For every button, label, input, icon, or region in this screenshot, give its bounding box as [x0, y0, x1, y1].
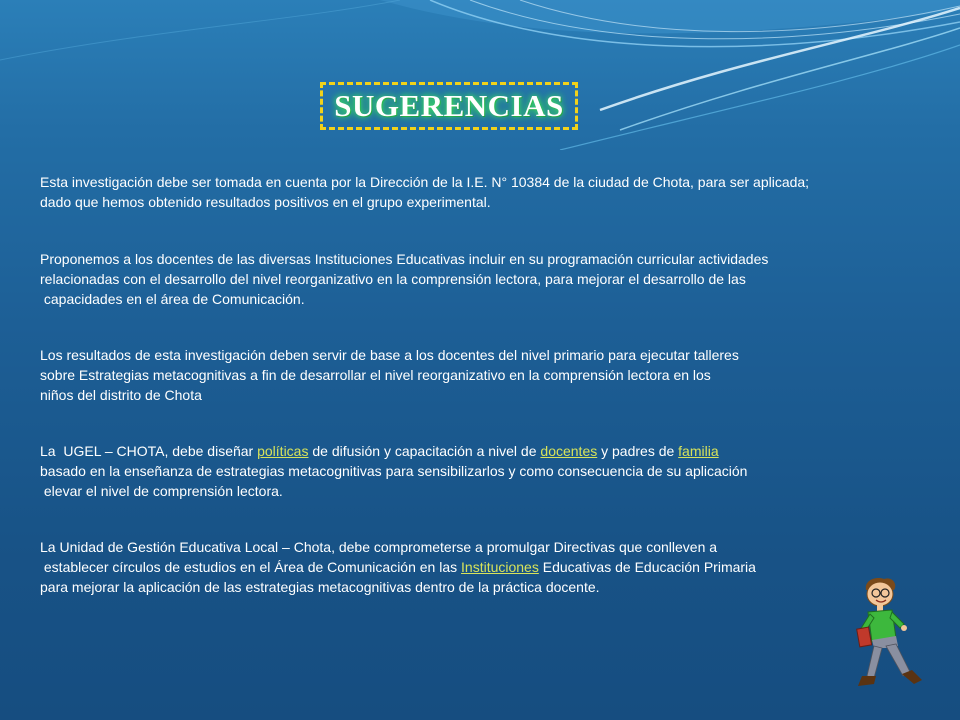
paragraph-line: basado en la enseñanza de estrategias metacognitivas para sensibilizarlos y como consecuencia de su aplicación [40, 463, 748, 479]
paragraph-line [40, 441, 920, 461]
paragraph-line: relacionadas con el desarrollo del nivel reorganizativo en la comprensión lectora, para mejorar el desarrollo de las [40, 271, 746, 287]
paragraph-line: para mejorar la aplicación de las estrategias metacognitivas dentro de la práctica docente. [40, 579, 600, 595]
paragraph-line: niños del distrito de Chota [40, 387, 202, 403]
text-segment: establecer círculos de estudios en el Área de Comunicación en las [40, 559, 462, 575]
paragraph-line: elevar el nivel de comprensión lectora. [40, 483, 283, 499]
paragraph-line: dado que hemos obtenido resultados positivos en el grupo experimental. [40, 194, 491, 210]
text-segment: Educativas de Educación Primaria [538, 559, 756, 575]
suggestion-paragraph-1 [40, 172, 920, 212]
suggestion-paragraph-4 [40, 441, 920, 501]
paragraph-line: capacidades en el área de Comunicación. [40, 291, 305, 307]
walking-student-icon [852, 576, 932, 694]
suggestion-paragraph-3 [40, 345, 920, 405]
text-segment: La UGEL – CHOTA, debe diseñar [40, 443, 258, 459]
paragraph-line: Los resultados de esta investigación deben servir de base a los docentes del nivel primario para ejecutar talleres [40, 347, 739, 363]
text-segment: y padres de [597, 443, 679, 459]
suggestion-paragraph-2 [40, 249, 920, 309]
suggestion-paragraph-5 [40, 537, 920, 597]
link-politicas[interactable]: políticas [257, 443, 309, 459]
text-segment: de difusión y capacitación a nivel de [308, 443, 541, 459]
paragraph-line: Proponemos a los docentes de las diversas Instituciones Educativas incluir en su programación curricular actividades [40, 251, 769, 267]
link-docentes[interactable]: docentes [540, 443, 598, 459]
paragraph-line: Esta investigación debe ser tomada en cuenta por la Dirección de la I.E. N° 10384 de la ciudad de Chota, para ser aplicada; [40, 174, 810, 190]
paragraph-line [40, 557, 920, 577]
paragraph-line: sobre Estrategias metacognitivas a fin de desarrollar el nivel reorganizativo en la comprensión lectora en los [40, 367, 711, 383]
page-title: SUGERENCIAS [334, 88, 564, 123]
paragraph-line: La Unidad de Gestión Educativa Local – Chota, debe comprometerse a promulgar Directivas que conlleven a [40, 539, 718, 555]
link-familia[interactable]: familia [678, 443, 719, 459]
link-instituciones[interactable]: Instituciones [461, 559, 539, 575]
title-frame [320, 82, 578, 130]
